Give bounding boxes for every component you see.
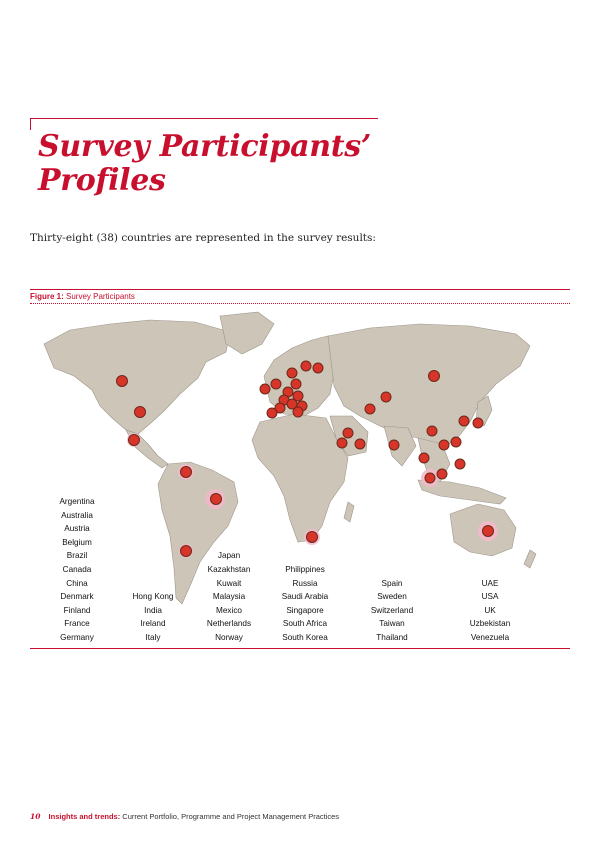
country-name: China — [66, 578, 88, 588]
marker-kazakhstan — [381, 392, 391, 402]
country-name: Denmark — [60, 592, 94, 602]
marker-uk — [271, 379, 281, 389]
country-name: Japan — [217, 551, 241, 561]
country-name: Saudi Arabia — [281, 592, 329, 602]
marker-saudi-arabia — [337, 438, 347, 448]
country-name: Spain — [381, 578, 403, 588]
country-name: Germany — [60, 633, 94, 642]
country-name: Brazil — [66, 551, 88, 561]
marker-russia — [429, 371, 440, 382]
country-name: Austria — [64, 524, 90, 534]
marker-hong-kong — [439, 440, 449, 450]
figure-rule-dotted — [30, 303, 570, 304]
marker-china — [427, 426, 437, 436]
marker-south-korea — [459, 416, 469, 426]
page-footer — [30, 812, 339, 821]
marker-norway — [287, 368, 297, 378]
country-name: Kuwait — [216, 578, 242, 588]
country-name: Hong Kong — [132, 592, 174, 602]
country-name: Singapore — [286, 605, 324, 615]
title-rule — [30, 118, 378, 119]
marker-italy — [293, 407, 303, 417]
marker-sweden — [301, 361, 311, 371]
marker-kuwait — [343, 428, 353, 438]
country-name: Taiwan — [379, 619, 405, 629]
country-name: Switzerland — [370, 605, 414, 615]
country-name: Canada — [62, 565, 92, 574]
country-name: Sweden — [377, 592, 407, 602]
marker-denmark — [291, 379, 301, 389]
intro-text: Thirty-eight (38) countries are represented in the survey results: — [30, 232, 376, 244]
marker-japan — [473, 418, 483, 428]
country-name: Norway — [215, 633, 243, 642]
country-name: Australia — [61, 510, 93, 520]
footer-label: Insights and trends: — [48, 812, 121, 821]
marker-thailand — [419, 453, 429, 463]
figure-label: Figure 1: — [30, 292, 64, 301]
country-name: USA — [481, 592, 499, 602]
marker-india — [389, 440, 399, 450]
country-name: Philippines — [285, 565, 325, 574]
figure-rule-top — [30, 289, 570, 290]
marker-philippines — [455, 459, 465, 469]
country-name: Kazakhstan — [207, 565, 251, 574]
figure-caption-text: Survey Participants — [66, 292, 135, 301]
country-name: India — [144, 605, 162, 615]
page-number: 10 — [30, 812, 41, 821]
figure-rule-bottom — [30, 648, 570, 649]
marker-uzbekistan — [365, 404, 375, 414]
marker-singapore — [437, 469, 447, 479]
country-name: Russia — [292, 578, 318, 588]
country-name: South Korea — [282, 633, 328, 642]
country-list — [30, 497, 570, 647]
country-name: France — [64, 619, 90, 629]
marker-spain — [267, 408, 277, 418]
footer-text: Current Portfolio, Programme and Project Management Practices — [122, 812, 340, 821]
country-name: Belgium — [62, 537, 92, 547]
country-name: South Africa — [282, 619, 328, 629]
marker-ireland — [260, 384, 270, 394]
marker-usa — [135, 407, 146, 418]
marker-taiwan — [451, 437, 461, 447]
marker-malaysia — [425, 473, 435, 483]
country-name: Italy — [145, 633, 161, 642]
title-rule-tick — [30, 118, 31, 130]
country-name: Uzbekistan — [469, 619, 511, 629]
country-name: Finland — [63, 605, 91, 615]
country-name: UAE — [481, 578, 499, 588]
page-title-line1: Survey Participants’ — [38, 129, 372, 164]
country-name: Thailand — [376, 633, 408, 642]
marker-uae — [355, 439, 365, 449]
marker-mexico — [129, 435, 140, 446]
landmass-greenland — [220, 312, 274, 354]
country-name: Malaysia — [212, 592, 246, 602]
country-name: Mexico — [216, 605, 242, 615]
country-name: Ireland — [140, 619, 166, 629]
figure-caption — [30, 292, 135, 301]
marker-venezuela — [181, 467, 192, 478]
country-name: Venezuela — [470, 633, 510, 642]
page-title-line2: Profiles — [38, 163, 166, 198]
page-title — [38, 130, 371, 198]
country-name: UK — [484, 605, 496, 615]
marker-finland — [313, 363, 323, 373]
country-name: Netherlands — [206, 619, 252, 629]
country-name: Argentina — [59, 497, 95, 506]
marker-canada — [117, 376, 128, 387]
